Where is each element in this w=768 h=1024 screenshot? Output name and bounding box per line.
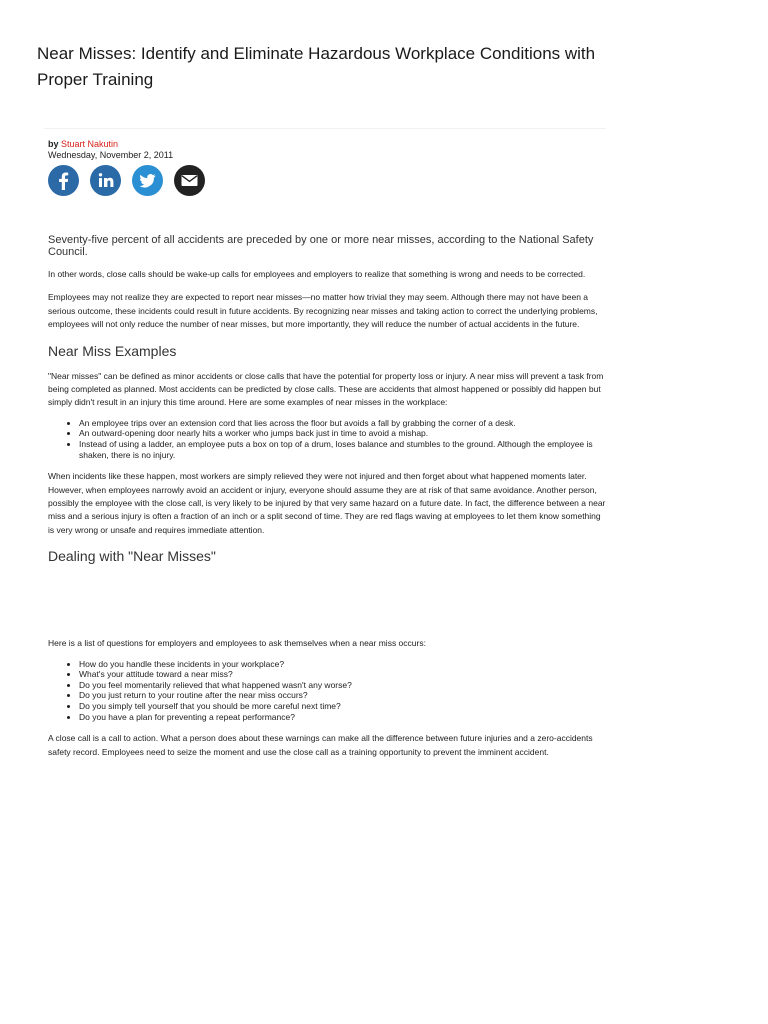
- email-icon: [174, 165, 205, 196]
- list-item: • How do you handle these incidents in your workplace?: [79, 659, 606, 670]
- share-bar: [48, 165, 606, 196]
- paragraph: "Near misses" can be defined as minor accidents or close calls that have the potential for property loss or injury. A near miss will prevent a task from being completed as planned. Most accidents can be predicted by close calls. These are accidents that almost happened or possibly did happen but simply didn't result in an injury this time around. Here are some examples of near misses in the workplace:: [48, 370, 604, 408]
- twitter-icon: [132, 165, 163, 196]
- examples-list: [48, 418, 606, 460]
- linkedin-share-button[interactable]: [90, 165, 121, 196]
- facebook-icon: [48, 165, 79, 196]
- paragraph: A close call is a call to action. What a person does about these warnings can make all the difference between future injuries and a zero-accidents safety record. Employees need to seize the moment and use the close call as a training opportunity to prevent the imminent accident.: [48, 733, 593, 757]
- paragraph: Here is a list of questions for employers and employees to ask themselves when a near miss occurs:: [48, 638, 426, 649]
- article-title: Near Misses: Identify and Eliminate Hazardous Workplace Conditions with Proper Training: [37, 44, 596, 89]
- list-item: • An employee trips over an extension cord that lies across the floor but avoids a fall by grabbing the corner of a desk.: [79, 418, 606, 429]
- author-link[interactable]: Stuart Nakutin: [61, 139, 119, 149]
- list-item: • Do you just return to your routine after the near miss occurs?: [79, 690, 606, 701]
- byline-prefix: by: [48, 139, 59, 149]
- questions-list: [48, 659, 606, 723]
- paragraph: Employees may not realize they are expected to report near misses—no matter how trivial they may seem. Although there may not have been a serious outcome, these incidents could result in future accidents. By recognizing near misses and taking action to correct the underlying problems, employees will not only reduce the number of near misses, but more importantly, they will reduce the number of actual accidents in the future.: [48, 292, 598, 330]
- article-body: [48, 128, 606, 759]
- twitter-share-button[interactable]: [132, 165, 163, 196]
- email-share-button[interactable]: [174, 165, 205, 196]
- section-heading-examples: Near Miss Examples: [48, 342, 177, 359]
- list-item: • Do you simply tell yourself that you should be more careful next time?: [79, 701, 606, 712]
- list-item: • Instead of using a ladder, an employee puts a box on top of a drum, loses balance and stumbles to the ground. Although the employee is shaken, there is no injury.: [79, 439, 606, 460]
- facebook-share-button[interactable]: [48, 165, 79, 196]
- blank-space: [48, 565, 606, 627]
- lead-paragraph: Seventy-five percent of all accidents are preceded by one or more near misses, according to the National Safety Council.: [48, 234, 594, 258]
- divider: [44, 128, 606, 129]
- list-item: • An outward-opening door nearly hits a worker who jumps back just in time to avoid a mishap.: [79, 428, 606, 439]
- publish-date: Wednesday, November 2, 2011: [48, 150, 174, 160]
- linkedin-icon: [90, 165, 121, 196]
- list-item: • Do you have a plan for preventing a repeat performance?: [79, 712, 606, 723]
- list-item: • What's your attitude toward a near miss?: [79, 669, 606, 680]
- list-item: • Do you feel momentarily relieved that what happened wasn't any worse?: [79, 680, 606, 691]
- section-heading-dealing: Dealing with "Near Misses": [48, 548, 216, 565]
- byline: [48, 139, 606, 150]
- paragraph: When incidents like these happen, most workers are simply relieved they were not injured and then forget about what happened moments later. However, when employees narrowly avoid an accident or injury, everyone should assume they are at risk of that same avoidance. Another person, possibly the employee with the close call, is very likely to be injured by that very same hazard on a future date. In fact, the difference between a near miss and a serious injury is often a fraction of an inch or a split second of time. They are red flags waving at employees to let them know something is very wrong or unsafe and requires immediate attention.: [48, 471, 606, 535]
- paragraph: In other words, close calls should be wake-up calls for employees and employers to realize that something is wrong and needs to be corrected.: [48, 269, 586, 279]
